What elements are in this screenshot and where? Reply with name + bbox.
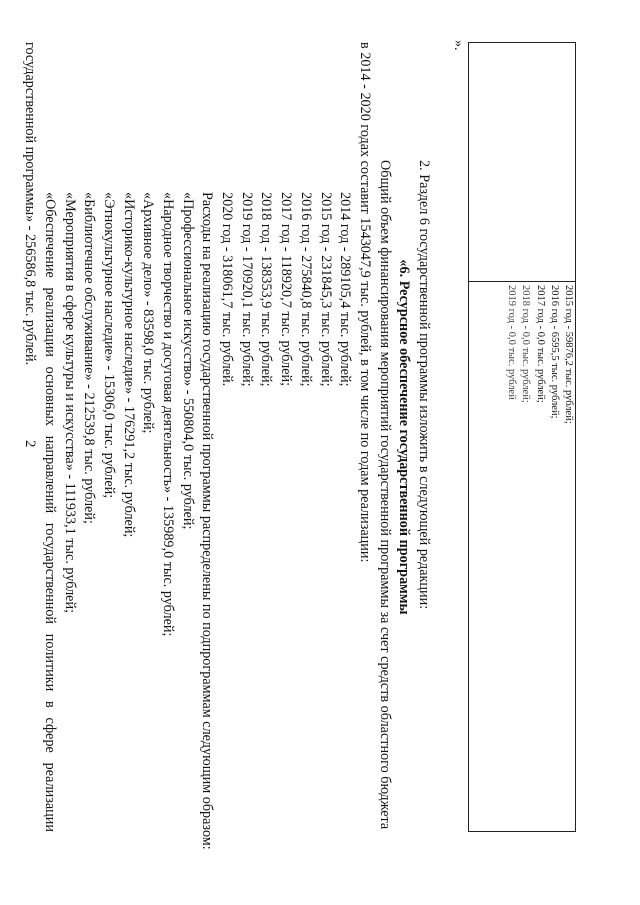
table-line: 2018 год - 0,0 тыс. рублей; <box>520 285 532 403</box>
word: направлений <box>41 435 58 514</box>
section-text <box>20 42 433 850</box>
word: реализации <box>41 287 58 357</box>
paragraph-line: в 2014 - 2020 годах составит 1543047,9 тыс. рублей, в том числе по годам реализации: <box>356 42 373 563</box>
table-line: 2019 год - 0,0 тыс. рублей <box>506 285 518 400</box>
word: основных <box>41 366 58 427</box>
word: реализации <box>41 762 58 832</box>
year-line: 2015 год - 231845,3 тыс. рублей; <box>317 192 334 387</box>
table-cell-years <box>469 282 576 832</box>
page-number: 2 <box>22 440 38 448</box>
word: сфере <box>41 717 58 753</box>
table-line: 2017 год - 0,0 тыс. рублей; <box>534 285 546 403</box>
subprogram-line: государственной программы» - 256586,8 тыс. рублей. <box>22 42 39 366</box>
year-line: 2017 год - 118920,7 тыс. рублей; <box>278 192 295 387</box>
section-heading: «6. Ресурсное обеспечение государственной программы <box>396 259 413 615</box>
year-line: 2018 год - 138353,9 тыс. рублей; <box>258 192 275 387</box>
subprogram-line: «Архивное дело» - 83598,0 тыс. рублей; <box>140 192 157 434</box>
table-line: 2015 год - 59876,2 тыс. рублей; <box>563 285 574 424</box>
table-cell-empty <box>469 43 576 282</box>
word: в <box>41 701 58 708</box>
table-closing-mark: ». <box>451 40 466 51</box>
section-intro: 2. Раздел 6 государственной программы изложить в следующей редакции: <box>416 160 432 610</box>
paragraph-line: Расходы на реализацию государственной программы распределены по подпрограммам следующим образом: <box>199 192 216 850</box>
year-line: 2014 год - 289105,4 тыс. рублей; <box>337 192 354 387</box>
subprogram-line-justified <box>39 42 59 832</box>
paragraph-line: Общий объем финансирования мероприятий государственной программы за счет средств областного бюджета <box>376 160 393 830</box>
subprogram-line: «Народное творчество и досуговая деятельность» - 135989,0 тыс. рублей; <box>160 192 177 637</box>
subprogram-line: «Профессиональное искусство» - 550804,0 тыс. рублей; <box>179 192 196 530</box>
funding-table <box>468 42 576 832</box>
word: «Обеспечение <box>41 192 58 278</box>
subprogram-line: «Библиотечное обслуживание» - 212539,8 тыс. рублей; <box>81 192 98 524</box>
subprogram-line: «Историко-культурное наследие» - 176291,2 тыс. рублей; <box>120 192 137 538</box>
subprogram-line: «Мероприятия в сфере культуры и искусства» - 111933,1 тыс. рублей; <box>61 192 78 614</box>
word: политики <box>41 633 58 692</box>
word: государственной <box>41 522 58 625</box>
year-line: 2016 год - 275840,8 тыс. рублей; <box>297 192 314 387</box>
year-line: 2020 год - 318061,7 тыс. рублей. <box>219 192 236 387</box>
subprogram-line: «Этнокультурное наследие» - 15306,0 тыс. рублей; <box>101 192 117 499</box>
year-line: 2019 год - 170920,1 тыс. рублей; <box>238 192 255 387</box>
rotated-page <box>22 40 574 850</box>
table-line: 2016 год - 6595,5 тыс. рублей; <box>548 285 560 419</box>
